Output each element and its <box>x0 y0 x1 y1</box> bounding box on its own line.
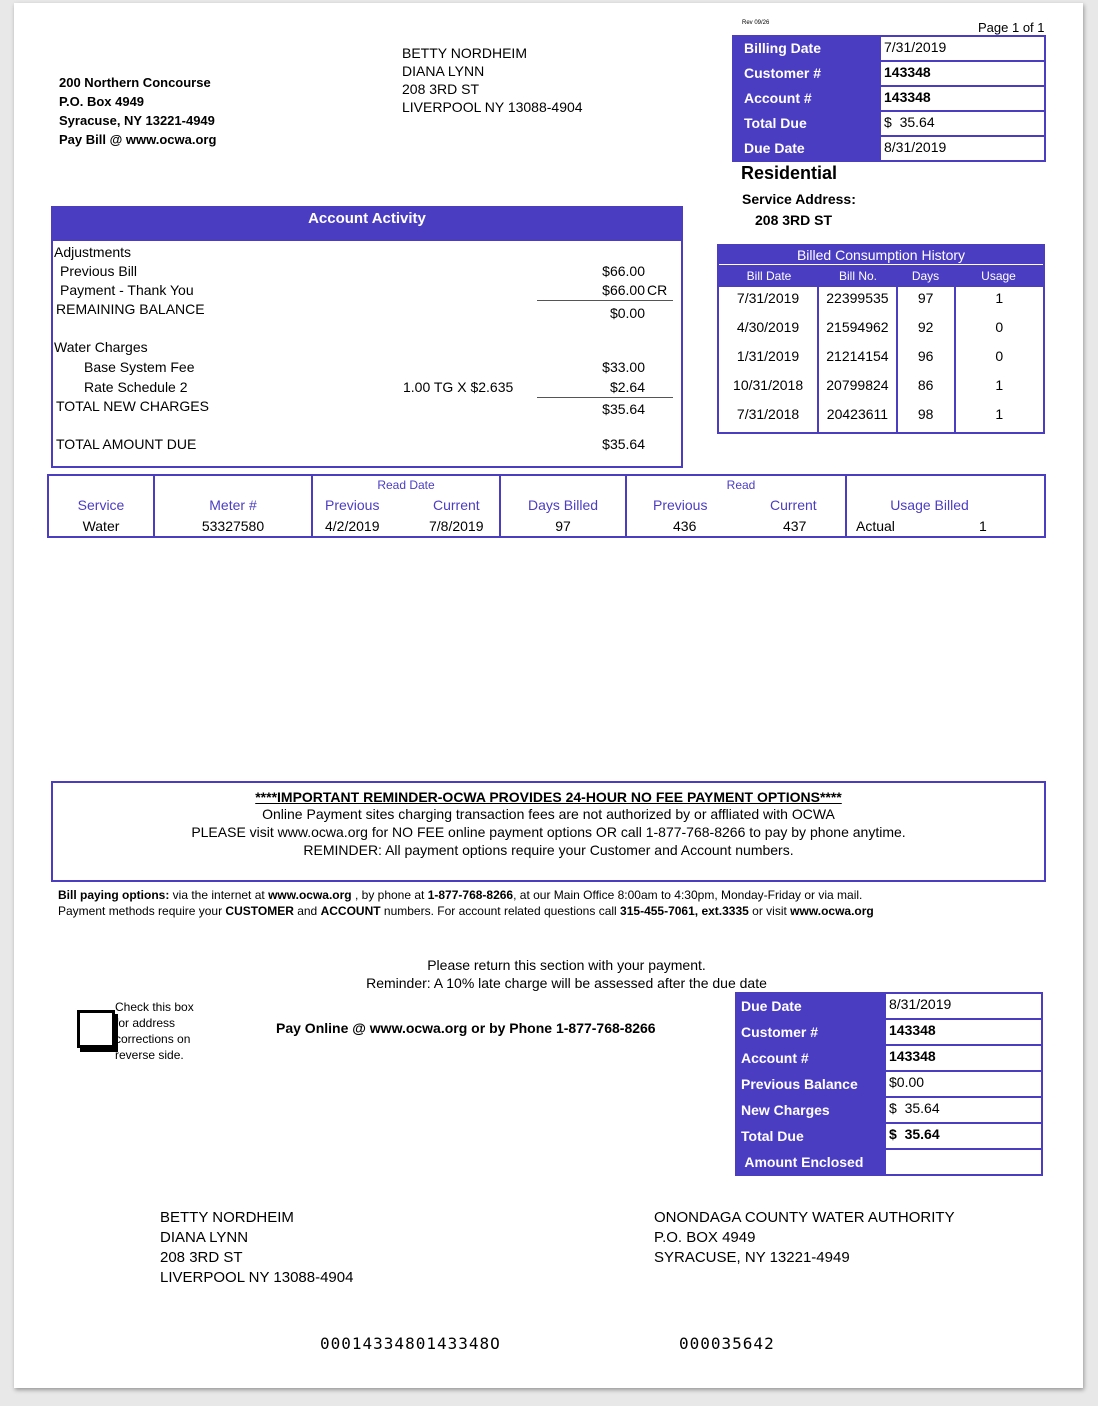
address-line: 208 3RD ST <box>160 1249 243 1266</box>
column-group-header: Read <box>726 478 756 492</box>
address-line: ONONDAGA COUNTY WATER AUTHORITY <box>654 1209 955 1226</box>
summary-label: Account # <box>734 87 881 110</box>
summary-label: Total Due <box>734 112 881 135</box>
history-header-row <box>719 265 1043 287</box>
stub-value: 8/31/2019 <box>889 996 952 1012</box>
activity-label: Base System Fee <box>84 359 195 375</box>
checkbox-label-line: corrections on <box>115 1032 191 1046</box>
stub-row <box>737 1150 1041 1174</box>
revision-code: Rev 09/26 <box>742 20 770 26</box>
column-header: Service <box>77 497 125 513</box>
activity-label: Payment - Thank You <box>60 282 194 298</box>
checkbox-label <box>115 999 194 1063</box>
service-value: Water <box>82 518 120 534</box>
divider <box>537 397 673 398</box>
activity-label: Adjustments <box>54 244 132 260</box>
stub-value: $ 35.64 <box>889 1100 940 1116</box>
table-cell: 1 <box>995 290 1004 306</box>
current-read: 437 <box>783 518 807 534</box>
reminder-line: PLEASE visit www.ocwa.org for NO FEE online payment options OR call 1-877-768-8266 to pay by phone anytime. <box>191 824 906 840</box>
stub-row <box>737 1046 1041 1072</box>
previous-read-date: 4/2/2019 <box>325 518 380 534</box>
stub-label: Due Date <box>737 994 886 1018</box>
table-cell: 4/30/2019 <box>719 316 819 345</box>
amount-enclosed-field[interactable] <box>886 1150 1041 1174</box>
activity-amount: $33.00 <box>602 359 645 375</box>
table-cell: 97 <box>898 287 956 316</box>
column-header: Current <box>433 497 480 513</box>
table-cell: 86 <box>898 374 956 403</box>
website-link[interactable]: www.ocwa.org <box>790 904 874 918</box>
remit-to-address <box>654 1208 955 1268</box>
address-line: 208 3RD ST <box>402 81 480 97</box>
stub-value: 143348 <box>889 1022 936 1038</box>
meter-number: 53327580 <box>201 518 265 534</box>
late-charge-note: Reminder: A 10% late charge will be assessed after the due date <box>366 975 767 991</box>
credit-marker: CR <box>647 282 668 298</box>
summary-value: 7/31/2019 <box>884 39 947 55</box>
table-cell: 1 <box>995 377 1004 393</box>
meter-column <box>155 476 313 536</box>
billing-summary-box <box>732 35 1046 162</box>
stub-row <box>737 1072 1041 1098</box>
activity-amount: $66.00 <box>602 282 645 298</box>
org-pay-link[interactable]: Pay Bill @ www.ocwa.org <box>59 132 217 147</box>
stub-row <box>737 1020 1041 1046</box>
bill-paying-options <box>58 887 874 919</box>
activity-label: Previous Bill <box>60 263 138 279</box>
stub-value: $ 35.64 <box>889 1126 940 1142</box>
read-date-column <box>313 476 501 536</box>
summary-row <box>734 87 1044 112</box>
bill-page <box>14 3 1083 1388</box>
table-row <box>719 374 1043 403</box>
usage-type: Actual <box>856 518 895 534</box>
previous-read: 436 <box>673 518 697 534</box>
activity-amount: $2.64 <box>609 379 645 395</box>
payment-stub-box <box>735 992 1043 1176</box>
activity-label: TOTAL NEW CHARGES <box>56 398 209 414</box>
table-cell: 20799824 <box>819 374 898 403</box>
stub-row <box>737 1098 1041 1124</box>
days-billed-column <box>501 476 627 536</box>
reminder-line: Online Payment sites charging transaction fees are not authorized by or affliated with OCWA <box>262 806 835 822</box>
stub-label: New Charges <box>737 1098 886 1122</box>
options-text: , at our Main Office 8:00am to 4:30pm, Monday-Friday or via mail. <box>513 888 863 902</box>
summary-value: 8/31/2019 <box>884 139 947 155</box>
page-number: Page 1 of 1 <box>978 20 1045 35</box>
activity-amount: $35.64 <box>602 401 645 417</box>
address-correction-checkbox[interactable] <box>77 1010 115 1048</box>
stub-value: $0.00 <box>889 1074 925 1090</box>
pay-online-note: Pay Online @ www.ocwa.org or by Phone 1-877-768-8266 <box>276 1020 656 1036</box>
address-line: DIANA LYNN <box>402 63 485 79</box>
consumption-history-table <box>717 244 1045 434</box>
reminder-title: ****IMPORTANT REMINDER-OCWA PROVIDES 24-HOUR NO FEE PAYMENT OPTIONS**** <box>255 789 842 805</box>
read-column <box>627 476 847 536</box>
summary-row <box>734 62 1044 87</box>
summary-row <box>734 37 1044 62</box>
table-cell: 0 <box>995 319 1004 335</box>
options-text: ACCOUNT <box>320 904 381 918</box>
table-cell: 0 <box>995 348 1004 364</box>
checkbox-label-line: for address <box>115 1016 176 1030</box>
table-row <box>719 287 1043 316</box>
table-cell: 96 <box>898 345 956 374</box>
column-header: Usage Billed <box>890 497 969 513</box>
summary-value: 143348 <box>884 89 931 105</box>
org-address-line: 200 Northern Concourse <box>59 75 211 90</box>
column-header: Days <box>911 269 940 283</box>
activity-label: Water Charges <box>54 339 148 355</box>
column-header: Days Billed <box>527 497 599 513</box>
checkbox-label-line: reverse side. <box>115 1048 184 1062</box>
current-read-date: 7/8/2019 <box>429 518 484 534</box>
table-cell: 1 <box>995 406 1004 422</box>
stub-value: 143348 <box>889 1048 936 1064</box>
phone-link[interactable]: 315-455-7061, ext.3335 <box>620 904 749 918</box>
checkbox-label-line: Check this box <box>115 1000 194 1014</box>
website-link[interactable]: www.ocwa.org <box>268 888 352 902</box>
payment-reminder-box <box>51 781 1046 882</box>
table-row <box>719 403 1043 432</box>
address-line: SYRACUSE, NY 13221-4949 <box>654 1249 850 1266</box>
options-line-1 <box>58 887 874 903</box>
column-header: Previous <box>653 497 708 513</box>
address-line: LIVERPOOL NY 13088-4904 <box>160 1269 354 1286</box>
options-text: , by phone at <box>351 888 428 902</box>
stub-row <box>737 1124 1041 1150</box>
service-column <box>49 476 155 536</box>
table-cell: 7/31/2019 <box>719 287 819 316</box>
meter-read-table <box>47 474 1046 538</box>
org-address <box>59 73 216 149</box>
table-cell: 1/31/2019 <box>719 345 819 374</box>
options-text: or visit <box>748 904 791 918</box>
phone-link[interactable]: 1-877-768-8266 <box>427 888 514 902</box>
address-line: P.O. BOX 4949 <box>654 1229 756 1246</box>
activity-label: TOTAL AMOUNT DUE <box>56 436 197 452</box>
usage-billed-column <box>847 476 1044 536</box>
stub-row <box>737 994 1041 1020</box>
table-cell: 92 <box>898 316 956 345</box>
days-billed: 97 <box>555 518 571 534</box>
summary-row <box>734 137 1044 160</box>
return-from-address <box>160 1208 353 1288</box>
column-header: Previous <box>325 497 380 513</box>
service-address-label: Service Address: <box>742 191 856 207</box>
stub-label: Customer # <box>737 1020 886 1044</box>
table-cell: 98 <box>898 403 956 432</box>
account-activity-panel <box>51 206 683 468</box>
options-text: and <box>293 904 321 918</box>
summary-label: Customer # <box>734 62 881 85</box>
divider <box>537 300 673 301</box>
account-activity-title: Account Activity <box>53 208 681 241</box>
summary-label: Billing Date <box>734 37 881 60</box>
options-text: Payment methods require your <box>58 904 226 918</box>
activity-amount: $0.00 <box>609 305 645 321</box>
table-cell: 20423611 <box>819 403 898 432</box>
activity-amount: $66.00 <box>602 263 645 279</box>
activity-label: REMAINING BALANCE <box>56 301 205 317</box>
summary-row <box>734 112 1044 137</box>
column-header: Bill No. <box>838 269 877 283</box>
column-header: Usage <box>981 269 1016 283</box>
column-group-header: Read Date <box>377 478 435 492</box>
activity-label: Rate Schedule 2 <box>84 379 188 395</box>
scanline-amount: 000035642 <box>679 1334 775 1353</box>
service-address: 208 3RD ST <box>755 212 833 228</box>
table-row <box>719 316 1043 345</box>
table-cell: 22399535 <box>819 287 898 316</box>
table-cell: 21214154 <box>819 345 898 374</box>
activity-amount: $35.64 <box>602 436 645 452</box>
address-line: LIVERPOOL NY 13088-4904 <box>402 99 583 115</box>
summary-value: $ 35.64 <box>884 114 935 130</box>
column-header: Current <box>770 497 817 513</box>
table-cell: 10/31/2018 <box>719 374 819 403</box>
options-text: numbers. For account related questions call <box>380 904 621 918</box>
column-header: Meter # <box>209 497 257 513</box>
usage-billed: 1 <box>979 518 987 534</box>
history-title: Billed Consumption History <box>719 246 1043 265</box>
reminder-line: REMINDER: All payment options require your Customer and Account numbers. <box>303 842 794 858</box>
column-header: Bill Date <box>746 269 792 283</box>
customer-address <box>402 44 583 116</box>
service-type: Residential <box>741 163 838 183</box>
stub-label: Account # <box>737 1046 886 1070</box>
summary-label: Due Date <box>734 137 881 160</box>
address-line: BETTY NORDHEIM <box>160 1209 294 1226</box>
stub-label: Amount Enclosed <box>737 1150 886 1174</box>
rate-calculation: 1.00 TG X $2.635 <box>403 379 514 395</box>
table-row <box>719 345 1043 374</box>
scanline-account: 0001433480143348O <box>320 1334 501 1353</box>
options-text: CUSTOMER <box>225 904 294 918</box>
return-instructions <box>314 956 819 992</box>
org-address-line: Syracuse, NY 13221-4949 <box>59 113 215 128</box>
stub-label: Total Due <box>737 1124 886 1148</box>
table-cell: 7/31/2018 <box>719 403 819 432</box>
options-text: via the internet at <box>169 888 269 902</box>
summary-value: 143348 <box>884 64 931 80</box>
table-cell: 21594962 <box>819 316 898 345</box>
return-note: Please return this section with your payment. <box>427 957 706 973</box>
org-address-line: P.O. Box 4949 <box>59 94 145 109</box>
options-text: Bill paying options: <box>58 888 170 902</box>
address-line: DIANA LYNN <box>160 1229 249 1246</box>
address-line: BETTY NORDHEIM <box>402 45 527 61</box>
options-line-2 <box>58 903 874 919</box>
stub-label: Previous Balance <box>737 1072 886 1096</box>
